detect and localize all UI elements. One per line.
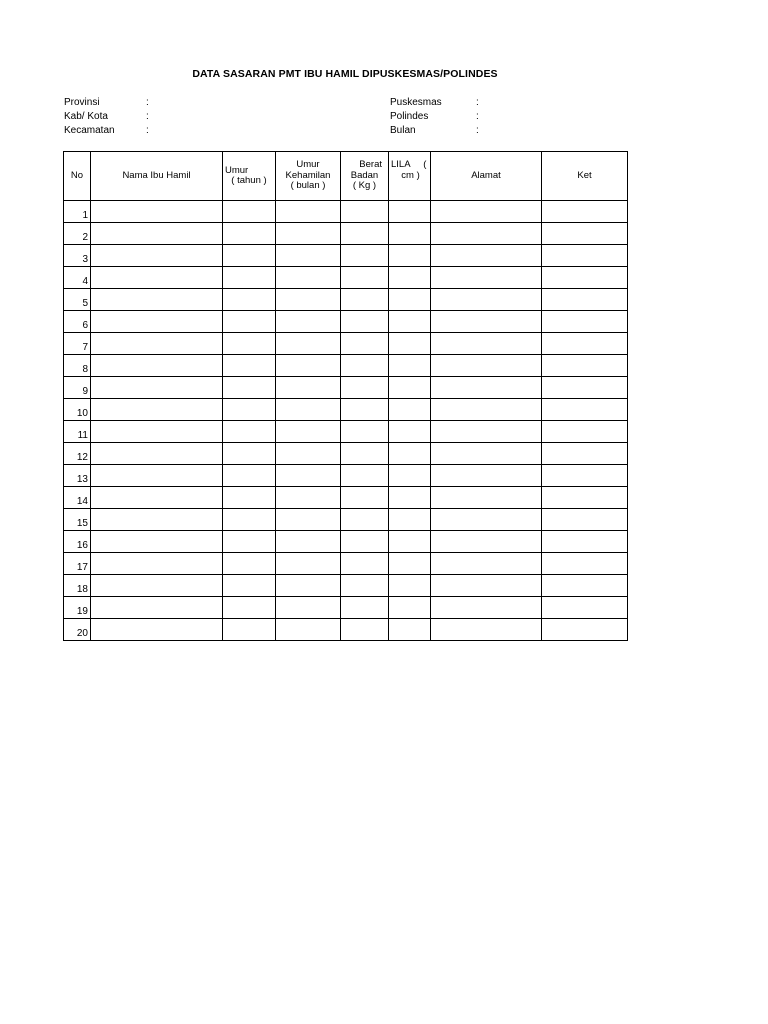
cell-lila[interactable] (389, 267, 431, 289)
row-number: 3 (64, 245, 91, 267)
cell-alamat[interactable] (431, 311, 542, 333)
table-row (64, 487, 628, 509)
info-colon: : (146, 111, 149, 122)
table-body (64, 201, 628, 641)
row-number: 11 (64, 421, 91, 443)
document-title: DATA SASARAN PMT IBU HAMIL DIPUSKESMAS/POLINDES (192, 68, 498, 80)
info-row-puskesmas (390, 96, 479, 110)
info-row-kab-kota (64, 110, 149, 124)
cell-lila[interactable] (389, 531, 431, 553)
header-no: No (64, 152, 91, 201)
cell-umur[interactable] (223, 553, 276, 575)
cell-alamat[interactable] (431, 619, 542, 641)
info-right-block (390, 96, 479, 138)
cell-alamat[interactable] (431, 487, 542, 509)
header-umur-line1: Umur (225, 164, 249, 176)
table-row (64, 355, 628, 377)
cell-berat-badan[interactable] (341, 553, 389, 575)
cell-nama-ibu-hamil[interactable] (91, 289, 223, 311)
info-row-provinsi (64, 96, 149, 110)
cell-nama-ibu-hamil[interactable] (91, 575, 223, 597)
cell-ket[interactable] (542, 267, 628, 289)
info-row-bulan (390, 124, 479, 138)
cell-umur-kehamilan[interactable] (276, 619, 341, 641)
cell-umur[interactable] (223, 289, 276, 311)
header-kehamilan-line3: ( bulan ) (290, 180, 326, 192)
cell-umur[interactable] (223, 223, 276, 245)
cell-umur[interactable] (223, 201, 276, 223)
cell-lila[interactable] (389, 575, 431, 597)
cell-nama-ibu-hamil[interactable] (91, 509, 223, 531)
cell-nama-ibu-hamil[interactable] (91, 421, 223, 443)
cell-alamat[interactable] (431, 597, 542, 619)
cell-nama-ibu-hamil[interactable] (91, 245, 223, 267)
row-number: 20 (64, 619, 91, 641)
row-number: 13 (64, 465, 91, 487)
header-lila-line1: LILA ( (391, 159, 427, 170)
cell-berat-badan[interactable] (341, 531, 389, 553)
cell-lila[interactable] (389, 311, 431, 333)
cell-alamat[interactable] (431, 377, 542, 399)
cell-berat-badan[interactable] (341, 333, 389, 355)
row-number: 12 (64, 443, 91, 465)
info-colon: : (476, 111, 479, 122)
cell-umur-kehamilan[interactable] (276, 289, 341, 311)
cell-ket[interactable] (542, 289, 628, 311)
cell-berat-badan[interactable] (341, 575, 389, 597)
header-lila (389, 152, 431, 201)
table-row (64, 333, 628, 355)
cell-alamat[interactable] (431, 245, 542, 267)
cell-umur[interactable] (223, 355, 276, 377)
cell-umur[interactable] (223, 267, 276, 289)
cell-berat-badan[interactable] (341, 443, 389, 465)
header-nama-ibu-hamil: Nama Ibu Hamil (91, 152, 223, 201)
cell-ket[interactable] (542, 465, 628, 487)
cell-lila[interactable] (389, 465, 431, 487)
info-row-kecamatan (64, 124, 149, 138)
cell-alamat[interactable] (431, 553, 542, 575)
cell-nama-ibu-hamil[interactable] (91, 223, 223, 245)
row-number: 4 (64, 267, 91, 289)
cell-berat-badan[interactable] (341, 619, 389, 641)
cell-ket[interactable] (542, 597, 628, 619)
cell-nama-ibu-hamil[interactable] (91, 311, 223, 333)
cell-lila[interactable] (389, 201, 431, 223)
info-label: Polindes (390, 111, 429, 122)
cell-ket[interactable] (542, 201, 628, 223)
info-label: Kab/ Kota (64, 111, 108, 122)
table-row (64, 399, 628, 421)
cell-nama-ibu-hamil[interactable] (91, 399, 223, 421)
cell-umur[interactable] (223, 575, 276, 597)
cell-lila[interactable] (389, 443, 431, 465)
cell-umur-kehamilan[interactable] (276, 465, 341, 487)
cell-nama-ibu-hamil[interactable] (91, 333, 223, 355)
cell-lila[interactable] (389, 289, 431, 311)
cell-alamat[interactable] (431, 421, 542, 443)
cell-berat-badan[interactable] (341, 355, 389, 377)
table-row (64, 289, 628, 311)
cell-alamat[interactable] (431, 575, 542, 597)
cell-alamat[interactable] (431, 465, 542, 487)
cell-umur[interactable] (223, 619, 276, 641)
cell-umur-kehamilan[interactable] (276, 201, 341, 223)
header-row (64, 152, 628, 201)
cell-lila[interactable] (389, 377, 431, 399)
table-row (64, 421, 628, 443)
cell-lila[interactable] (389, 399, 431, 421)
cell-nama-ibu-hamil[interactable] (91, 597, 223, 619)
info-row-polindes (390, 110, 479, 124)
info-label: Provinsi (64, 97, 100, 108)
cell-umur-kehamilan[interactable] (276, 531, 341, 553)
cell-alamat[interactable] (431, 267, 542, 289)
cell-ket[interactable] (542, 377, 628, 399)
header-kehamilan-line2: Kehamilan (285, 169, 331, 181)
cell-umur-kehamilan[interactable] (276, 377, 341, 399)
cell-umur[interactable] (223, 377, 276, 399)
cell-nama-ibu-hamil[interactable] (91, 443, 223, 465)
table-row (64, 267, 628, 289)
cell-lila[interactable] (389, 619, 431, 641)
cell-umur-kehamilan[interactable] (276, 443, 341, 465)
cell-ket[interactable] (542, 223, 628, 245)
cell-umur-kehamilan[interactable] (276, 509, 341, 531)
cell-berat-badan[interactable] (341, 267, 389, 289)
cell-lila[interactable] (389, 487, 431, 509)
cell-umur-kehamilan[interactable] (276, 553, 341, 575)
cell-alamat[interactable] (431, 355, 542, 377)
cell-berat-badan[interactable] (341, 487, 389, 509)
header-berat-line1: Berat (359, 159, 382, 171)
cell-ket[interactable] (542, 553, 628, 575)
header-kehamilan-line1: Umur (296, 159, 320, 171)
cell-umur[interactable] (223, 443, 276, 465)
cell-nama-ibu-hamil[interactable] (91, 355, 223, 377)
row-number: 1 (64, 201, 91, 223)
cell-ket[interactable] (542, 575, 628, 597)
cell-alamat[interactable] (431, 399, 542, 421)
row-number: 18 (64, 575, 91, 597)
info-colon: : (476, 97, 479, 108)
header-umur-kehamilan (276, 152, 341, 201)
cell-lila[interactable] (389, 553, 431, 575)
table-row (64, 509, 628, 531)
cell-alamat[interactable] (431, 531, 542, 553)
table-row (64, 223, 628, 245)
data-table (63, 151, 628, 641)
info-label: Bulan (390, 125, 416, 136)
cell-alamat[interactable] (431, 443, 542, 465)
cell-berat-badan[interactable] (341, 289, 389, 311)
cell-lila[interactable] (389, 597, 431, 619)
cell-umur[interactable] (223, 245, 276, 267)
info-label: Puskesmas (390, 97, 442, 108)
cell-ket[interactable] (542, 509, 628, 531)
row-number: 17 (64, 553, 91, 575)
row-number: 9 (64, 377, 91, 399)
cell-umur-kehamilan[interactable] (276, 245, 341, 267)
table-row (64, 443, 628, 465)
cell-umur[interactable] (223, 465, 276, 487)
row-number: 10 (64, 399, 91, 421)
cell-alamat[interactable] (431, 509, 542, 531)
header-ket: Ket (542, 152, 628, 201)
cell-lila[interactable] (389, 223, 431, 245)
cell-berat-badan[interactable] (341, 311, 389, 333)
cell-ket[interactable] (542, 443, 628, 465)
row-number: 2 (64, 223, 91, 245)
cell-ket[interactable] (542, 531, 628, 553)
cell-ket[interactable] (542, 399, 628, 421)
row-number: 19 (64, 597, 91, 619)
cell-ket[interactable] (542, 421, 628, 443)
cell-berat-badan[interactable] (341, 377, 389, 399)
cell-alamat[interactable] (431, 289, 542, 311)
cell-umur[interactable] (223, 531, 276, 553)
table-row (64, 531, 628, 553)
cell-lila[interactable] (389, 421, 431, 443)
info-colon: : (146, 97, 149, 108)
table-row (64, 597, 628, 619)
cell-umur-kehamilan[interactable] (276, 399, 341, 421)
cell-umur-kehamilan[interactable] (276, 333, 341, 355)
cell-umur[interactable] (223, 509, 276, 531)
cell-alamat[interactable] (431, 223, 542, 245)
row-number: 14 (64, 487, 91, 509)
info-left-block (64, 96, 149, 138)
cell-nama-ibu-hamil[interactable] (91, 553, 223, 575)
table-row (64, 311, 628, 333)
cell-umur[interactable] (223, 399, 276, 421)
table-row (64, 553, 628, 575)
cell-berat-badan[interactable] (341, 509, 389, 531)
cell-umur[interactable] (223, 421, 276, 443)
cell-nama-ibu-hamil[interactable] (91, 619, 223, 641)
header-umur-line2: ( tahun ) (231, 175, 267, 186)
table-row (64, 245, 628, 267)
cell-umur-kehamilan[interactable] (276, 421, 341, 443)
cell-umur-kehamilan[interactable] (276, 267, 341, 289)
table-row (64, 377, 628, 399)
cell-alamat[interactable] (431, 201, 542, 223)
table-row (64, 575, 628, 597)
cell-berat-badan[interactable] (341, 399, 389, 421)
cell-ket[interactable] (542, 487, 628, 509)
row-number: 16 (64, 531, 91, 553)
cell-ket[interactable] (542, 619, 628, 641)
cell-berat-badan[interactable] (341, 421, 389, 443)
cell-nama-ibu-hamil[interactable] (91, 465, 223, 487)
table-row (64, 201, 628, 223)
cell-nama-ibu-hamil[interactable] (91, 531, 223, 553)
cell-nama-ibu-hamil[interactable] (91, 267, 223, 289)
cell-berat-badan[interactable] (341, 223, 389, 245)
cell-umur[interactable] (223, 333, 276, 355)
cell-ket[interactable] (542, 311, 628, 333)
header-berat-badan (341, 152, 389, 201)
cell-lila[interactable] (389, 509, 431, 531)
cell-nama-ibu-hamil[interactable] (91, 487, 223, 509)
cell-umur[interactable] (223, 487, 276, 509)
cell-berat-badan[interactable] (341, 201, 389, 223)
cell-umur-kehamilan[interactable] (276, 487, 341, 509)
cell-umur-kehamilan[interactable] (276, 355, 341, 377)
cell-berat-badan[interactable] (341, 245, 389, 267)
row-number: 15 (64, 509, 91, 531)
cell-lila[interactable] (389, 333, 431, 355)
cell-alamat[interactable] (431, 333, 542, 355)
cell-umur[interactable] (223, 311, 276, 333)
cell-berat-badan[interactable] (341, 465, 389, 487)
info-label: Kecamatan (64, 125, 115, 136)
table-row (64, 619, 628, 641)
cell-lila[interactable] (389, 355, 431, 377)
row-number: 6 (64, 311, 91, 333)
cell-ket[interactable] (542, 355, 628, 377)
cell-umur-kehamilan[interactable] (276, 575, 341, 597)
row-number: 7 (64, 333, 91, 355)
info-colon: : (146, 125, 149, 136)
info-colon: : (476, 125, 479, 136)
row-number: 5 (64, 289, 91, 311)
cell-nama-ibu-hamil[interactable] (91, 377, 223, 399)
cell-lila[interactable] (389, 245, 431, 267)
row-number: 8 (64, 355, 91, 377)
header-lila-line2: cm ) (401, 169, 420, 181)
cell-berat-badan[interactable] (341, 597, 389, 619)
cell-ket[interactable] (542, 333, 628, 355)
header-umur (223, 152, 276, 201)
cell-ket[interactable] (542, 245, 628, 267)
header-berat-line2: Badan (350, 169, 379, 181)
cell-umur-kehamilan[interactable] (276, 311, 341, 333)
cell-nama-ibu-hamil[interactable] (91, 201, 223, 223)
cell-umur[interactable] (223, 597, 276, 619)
header-berat-line3: ( Kg ) (352, 180, 377, 192)
table-row (64, 465, 628, 487)
cell-umur-kehamilan[interactable] (276, 597, 341, 619)
cell-umur-kehamilan[interactable] (276, 223, 341, 245)
header-alamat: Alamat (431, 152, 542, 201)
